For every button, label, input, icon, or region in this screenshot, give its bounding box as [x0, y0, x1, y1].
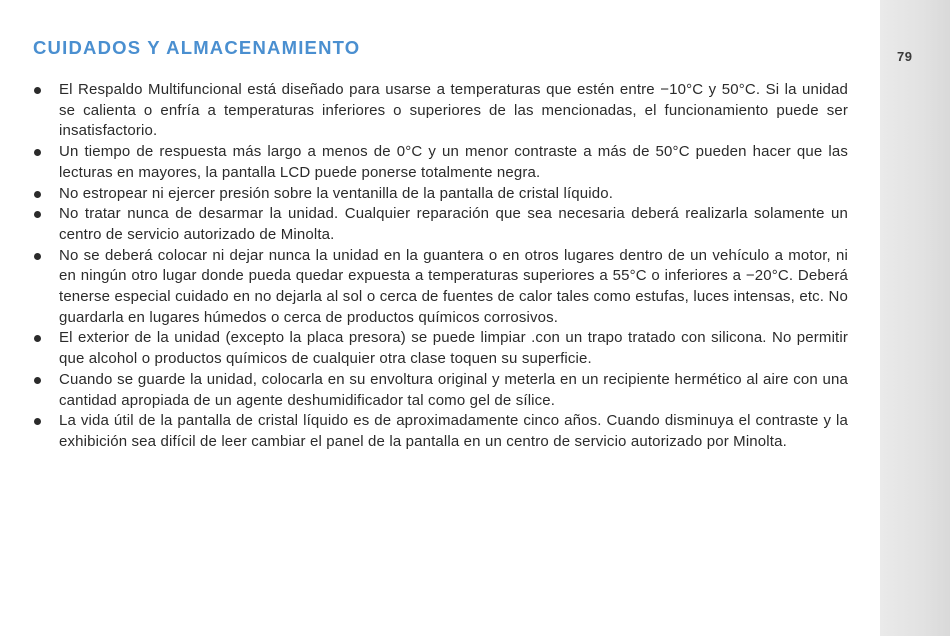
list-item: [33, 142, 848, 183]
list-item: [33, 328, 848, 369]
list-item-text: No se deberá colocar ni dejar nunca la unidad en la guantera o en otros lugares dentro de un vehículo a motor, ni en ningún otro lugar donde pueda quedar expuesta a temperaturas superiores a 55°C o inferiores a −20°C. Deberá tenerse especial cuidado en no dejarla al sol o cerca de fuentes de calor tales como estufas, luces intensas, etc. No guardarla en lugares húmedos o cerca de productos químicos corrosivos.: [59, 246, 848, 326]
list-item: [33, 184, 848, 205]
list-item-text: No tratar nunca de desarmar la unidad. Cualquier reparación que sea necesaria deberá realizarla solamente un centro de servicio autorizado de Minolta.: [59, 205, 848, 243]
list-item: [33, 370, 848, 411]
list-item-text: Cuando se guarde la unidad, colocarla en su envoltura original y meterla en un recipiente hermético al aire con una cantidad apropiada de un agente deshumidificador tal como gel de sílice.: [59, 370, 848, 409]
list-item-text: No estropear ni ejercer presión sobre la ventanilla de la pantalla de cristal líquido.: [59, 184, 614, 202]
care-instructions-list: [33, 80, 848, 453]
page-edge: [880, 0, 950, 636]
list-item: [33, 80, 848, 142]
bullet-icon: [34, 87, 41, 94]
bullet-icon: [34, 191, 41, 198]
list-item: [33, 204, 848, 245]
list-item-text: La vida útil de la pantalla de cristal líquido es de aproximadamente cinco años. Cuando disminuya el contraste y la exhibición sea difícil de leer cambiar el panel de la pantalla en un centro de servicio autorizado por Minolta.: [59, 412, 848, 450]
bullet-icon: [34, 149, 41, 156]
section-title: CUIDADOS Y ALMACENAMIENTO: [33, 37, 361, 58]
bullet-icon: [34, 253, 41, 260]
list-item: [33, 411, 848, 452]
bullet-icon: [34, 377, 41, 384]
bullet-icon: [34, 211, 41, 218]
page-number: 79: [897, 49, 913, 64]
bullet-icon: [34, 335, 41, 342]
list-item-text: Un tiempo de respuesta más largo a menos de 0°C y un menor contraste a más de 50°C pueden hacer que las lecturas en mayores, la pantalla LCD puede ponerse totalmente negra.: [59, 143, 848, 181]
bullet-icon: [34, 418, 41, 425]
list-item: [33, 246, 848, 329]
list-item-text: El Respaldo Multifuncional está diseñado para usarse a temperaturas que estén entre −10°C y 50°C. Si la unidad se calienta o enfría a temperaturas inferiores o superiores de las mencionadas, el funcionamiento puede ser insatisfactorio.: [59, 81, 848, 140]
list-item-text: El exterior de la unidad (excepto la placa presora) se puede limpiar .con un trapo tratado con silicona. No permitir que alcohol o productos químicos de cualquier otra clase toquen su superficie.: [59, 329, 848, 368]
